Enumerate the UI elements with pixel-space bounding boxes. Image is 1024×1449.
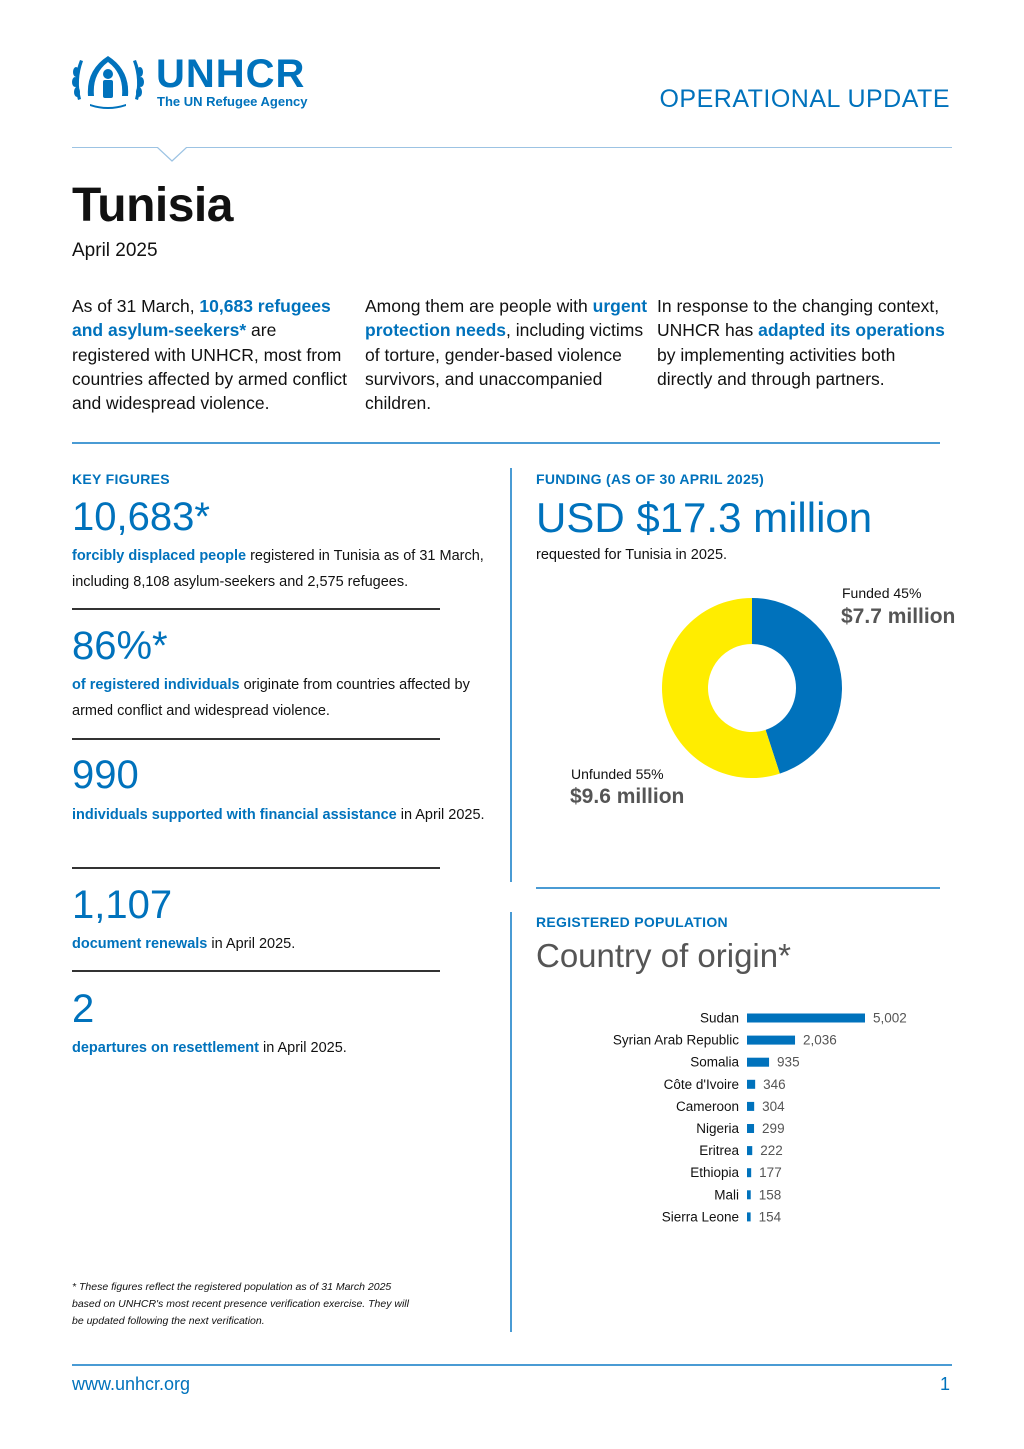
bar-value-label: 346 bbox=[763, 1076, 786, 1092]
bar bbox=[747, 1124, 754, 1133]
funding-amount: USD $17.3 million bbox=[536, 494, 873, 541]
unfunded-label: Unfunded 55% bbox=[571, 766, 664, 782]
key-figure-value: 86%* bbox=[72, 624, 168, 668]
footnote: * These figures reflect the registered population as of 31 March 2025 based on UNHCR's most recent presence verification exercise. They will be updated following the next verification. bbox=[72, 1281, 409, 1327]
footer-divider bbox=[72, 1364, 952, 1366]
funding-requested-text: requested for Tunisia in 2025. bbox=[536, 547, 728, 563]
bar-category-label: Eritrea bbox=[699, 1143, 739, 1159]
bar bbox=[747, 1080, 755, 1089]
funding-donut-chart bbox=[650, 586, 854, 790]
funded-amount: $7.7 million bbox=[841, 605, 956, 628]
bar bbox=[747, 1014, 865, 1023]
bar-category-label: Ethiopia bbox=[690, 1165, 739, 1181]
bar-value-label: 935 bbox=[777, 1054, 800, 1070]
intro-column-2: Among them are people with urgent protection needs, including victims of torture, gender-based violence survivors, and unaccompanied children. bbox=[365, 296, 648, 414]
chevron-down-icon bbox=[157, 147, 187, 163]
key-figure-divider bbox=[72, 738, 440, 740]
intro-column-3: In response to the changing context, UNHCR has adapted its operations by implementing activities both directly and through partners. bbox=[657, 296, 945, 389]
bar-value-label: 154 bbox=[758, 1209, 782, 1225]
bar-value-label: 5,002 bbox=[873, 1010, 907, 1026]
unhcr-emblem-icon bbox=[70, 50, 146, 110]
key-figure-divider bbox=[72, 970, 440, 972]
bar-category-label: Côte d'Ivoire bbox=[663, 1076, 739, 1092]
unfunded-amount: $9.6 million bbox=[570, 785, 685, 808]
bar-value-label: 299 bbox=[762, 1121, 785, 1136]
page-subtitle: April 2025 bbox=[72, 240, 158, 261]
country-of-origin-title: Country of origin* bbox=[536, 937, 791, 974]
bar-value-label: 177 bbox=[759, 1165, 782, 1181]
funding-divider bbox=[536, 887, 940, 889]
document-type: OPERATIONAL UPDATE bbox=[659, 85, 950, 113]
bar-value-label: 2,036 bbox=[803, 1032, 837, 1048]
bar bbox=[747, 1190, 751, 1199]
page-title: Tunisia bbox=[72, 179, 233, 232]
registered-population-label: REGISTERED POPULATION bbox=[536, 914, 728, 930]
bar bbox=[747, 1058, 769, 1067]
key-figure-description: forcibly displaced people registered in Tunisia as of 31 March, including 8,108 asylum-seekers and 2,575 refugees. bbox=[72, 548, 484, 590]
key-figure-description: document renewals in April 2025. bbox=[72, 936, 296, 952]
key-figures-label: KEY FIGURES bbox=[72, 471, 170, 487]
funding-label: FUNDING (AS OF 30 APRIL 2025) bbox=[536, 471, 765, 487]
bar-category-label: Sudan bbox=[699, 1010, 739, 1026]
key-figure-value: 2 bbox=[72, 987, 95, 1031]
key-figure-divider bbox=[72, 867, 440, 869]
country-of-origin-bar-chart bbox=[540, 1006, 940, 1236]
header-divider bbox=[72, 147, 952, 148]
key-figure-value: 990 bbox=[72, 753, 139, 797]
bar-category-label: Mali bbox=[714, 1187, 739, 1203]
bar-category-label: Somalia bbox=[690, 1054, 739, 1070]
bar bbox=[747, 1102, 754, 1111]
bar-value-label: 158 bbox=[758, 1187, 782, 1203]
brand-tagline: The UN Refugee Agency bbox=[157, 94, 308, 109]
bar-category-label: Nigeria bbox=[696, 1121, 739, 1136]
key-figure-value: 1,107 bbox=[72, 883, 173, 927]
column-divider-bottom bbox=[510, 912, 512, 1332]
bar bbox=[747, 1036, 795, 1045]
column-divider-top bbox=[510, 468, 512, 882]
bar-category-label: Cameroon bbox=[675, 1098, 739, 1114]
bar-category-label: Sierra Leone bbox=[661, 1209, 739, 1225]
brand-name: UNHCR bbox=[156, 52, 306, 96]
bar-category-label: Syrian Arab Republic bbox=[612, 1032, 739, 1048]
key-figure-value: 10,683* bbox=[72, 495, 210, 539]
bar-value-label: 222 bbox=[760, 1143, 783, 1159]
funded-label: Funded 45% bbox=[842, 585, 922, 601]
bar-value-label: 304 bbox=[762, 1098, 785, 1114]
key-figure-description: of registered individuals originate from countries affected by armed conflict and widespread violence. bbox=[72, 677, 470, 719]
page-number: 1 bbox=[939, 1374, 950, 1394]
bar bbox=[747, 1146, 752, 1155]
intro-divider bbox=[72, 442, 940, 444]
intro-column-1: As of 31 March, 10,683 refugees and asylum-seekers* are registered with UNHCR, most from countries affected by armed conflict and widespread violence. bbox=[72, 296, 347, 414]
key-figure-divider bbox=[72, 608, 440, 610]
footer-url-link[interactable]: www.unhcr.org bbox=[72, 1374, 191, 1394]
key-figure-description: departures on resettlement in April 2025. bbox=[72, 1040, 347, 1056]
bar bbox=[747, 1168, 751, 1177]
bar bbox=[747, 1212, 751, 1221]
key-figure-description: individuals supported with financial assistance in April 2025. bbox=[72, 807, 485, 823]
